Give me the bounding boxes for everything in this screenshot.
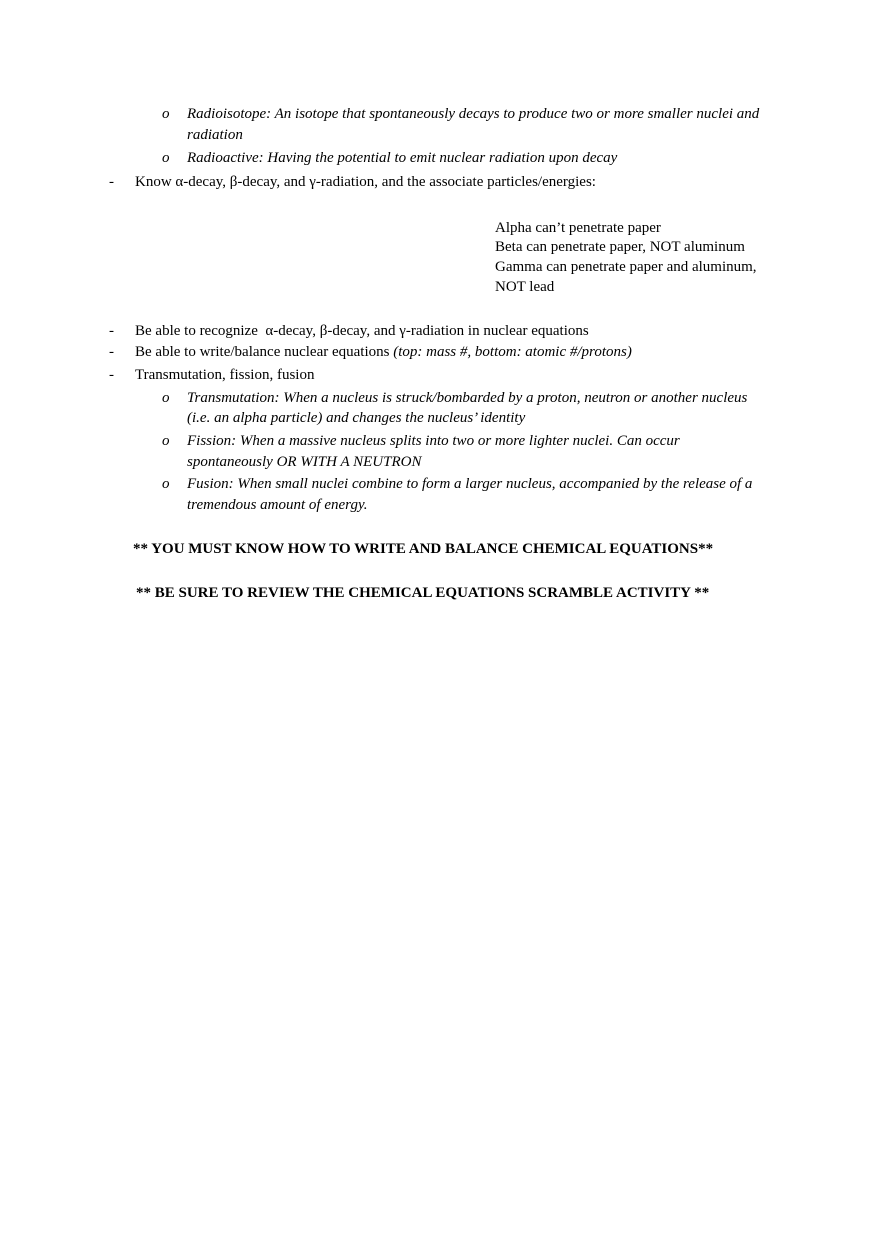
bullet-marker: - bbox=[109, 344, 114, 360]
know-decay-item: Know α-decay, β-decay, and γ-radiation, and the associate particles/energies: bbox=[135, 174, 596, 190]
sub-bullet-marker: o bbox=[162, 390, 170, 406]
sub-bullet-marker: o bbox=[162, 476, 170, 492]
radioisotope-definition-cont: radiation bbox=[187, 127, 243, 143]
write-balance-text: Be able to write/balance nuclear equations bbox=[135, 344, 394, 360]
bullet-marker: - bbox=[109, 323, 114, 339]
radioisotope-definition: Radioisotope: An isotope that spontaneously decays to produce two or more smaller nuclei and bbox=[187, 106, 760, 122]
transmutation-definition-cont: (i.e. an alpha particle) and changes the nucleus’ identity bbox=[187, 410, 526, 426]
bullet-marker: - bbox=[109, 174, 114, 190]
fusion-definition: Fusion: When small nuclei combine to form a larger nucleus, accompanied by the release of a bbox=[187, 476, 753, 492]
sub-bullet-marker: o bbox=[162, 150, 170, 166]
beta-penetration-note: Beta can penetrate paper, NOT aluminum bbox=[495, 239, 745, 255]
gamma-penetration-note-cont: NOT lead bbox=[495, 279, 555, 295]
fusion-definition-cont: tremendous amount of energy. bbox=[187, 497, 368, 513]
transmutation-fission-fusion-item: Transmutation, fission, fusion bbox=[135, 367, 315, 383]
alpha-penetration-note: Alpha can’t penetrate paper bbox=[495, 220, 661, 236]
sub-bullet-marker: o bbox=[162, 106, 170, 122]
sub-bullet-marker: o bbox=[162, 433, 170, 449]
write-balance-note: (top: mass #, bottom: atomic #/protons) bbox=[393, 344, 632, 360]
bullet-marker: - bbox=[109, 367, 114, 383]
fission-definition-cont: spontaneously OR WITH A NEUTRON bbox=[187, 454, 422, 470]
fission-definition: Fission: When a massive nucleus splits into two or more lighter nuclei. Can occur bbox=[187, 433, 680, 449]
gamma-penetration-note: Gamma can penetrate paper and aluminum, bbox=[495, 259, 757, 275]
recognize-decay-item: Be able to recognize α-decay, β-decay, and γ-radiation in nuclear equations bbox=[135, 323, 589, 339]
chemical-equations-notice: ** YOU MUST KNOW HOW TO WRITE AND BALANCE CHEMICAL EQUATIONS** bbox=[133, 541, 714, 557]
write-balance-item bbox=[135, 342, 632, 362]
radioactive-definition: Radioactive: Having the potential to emit nuclear radiation upon decay bbox=[187, 150, 618, 166]
transmutation-definition: Transmutation: When a nucleus is struck/bombarded by a proton, neutron or another nucleus bbox=[187, 390, 748, 406]
scramble-activity-notice: ** BE SURE TO REVIEW THE CHEMICAL EQUATIONS SCRAMBLE ACTIVITY ** bbox=[136, 585, 710, 601]
